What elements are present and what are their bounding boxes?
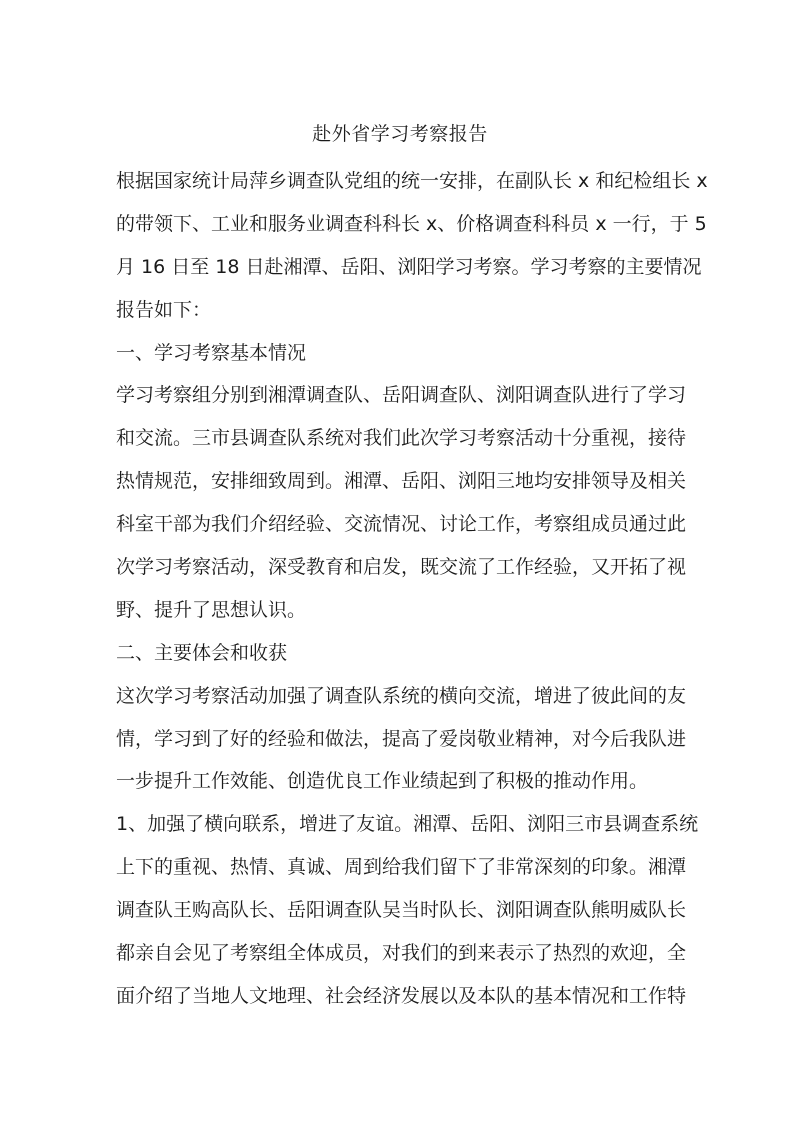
text-line: 情，学习到了好的经验和做法，提高了爱岗敬业精神，对今后我队进 xyxy=(116,727,687,750)
text-line: 上下的重视、热情、真诚、周到给我们留下了非常深刻的印象。湘潭 xyxy=(116,856,687,879)
text-line: 都亲自会见了考察组全体成员，对我们的到来表示了热烈的欢迎，全 xyxy=(116,942,687,965)
text-line: 一步提升工作效能、创造优良工作业绩起到了积极的推动作用。 xyxy=(116,770,649,793)
document-title: 赴外省学习考察报告 xyxy=(312,123,488,145)
section-heading-2: 二、主要体会和收获 xyxy=(116,641,288,664)
text-line: 面介绍了当地人文地理、社会经济发展以及本队的基本情况和工作特 xyxy=(116,984,687,1007)
text-line: 根据国家统计局萍乡调查队党组的统一安排，在副队长 x 和纪检组长 x xyxy=(116,170,708,192)
text-line: 1、加强了横向联系，增进了友谊。湘潭、岳阳、浏阳三市县调查系统 xyxy=(116,813,699,836)
text-line: 这次学习考察活动加强了调查队系统的横向交流，增进了彼此间的友 xyxy=(116,684,687,707)
text-line: 学习考察组分别到湘潭调查队、岳阳调查队、浏阳调查队进行了学习 xyxy=(116,384,687,407)
section-heading-1: 一、学习考察基本情况 xyxy=(116,341,307,364)
text-line: 报告如下： xyxy=(116,298,212,321)
text-line: 热情规范，安排细致周到。湘潭、岳阳、浏阳三地均安排领导及相关 xyxy=(116,470,687,493)
text-line: 次学习考察活动，深受教育和启发，既交流了工作经验，又开拓了视 xyxy=(116,556,687,579)
text-line: 和交流。三市县调查队系统对我们此次学习考察活动十分重视，接待 xyxy=(116,427,687,450)
text-line: 野、提升了思想认识。 xyxy=(116,598,307,621)
text-line: 月 16 日至 18 日赴湘潭、岳阳、浏阳学习考察。学习考察的主要情况 xyxy=(116,255,702,278)
document-body xyxy=(116,160,708,1018)
text-line: 的带领下、工业和服务业调查科科长 x、价格调查科科员 x 一行，于 5 xyxy=(116,212,707,235)
text-line: 调查队王购高队长、岳阳调查队吴当时队长、浏阳调查队熊明威队长 xyxy=(116,899,687,922)
text-line: 科室干部为我们介绍经验、交流情况、讨论工作，考察组成员通过此 xyxy=(116,513,687,536)
